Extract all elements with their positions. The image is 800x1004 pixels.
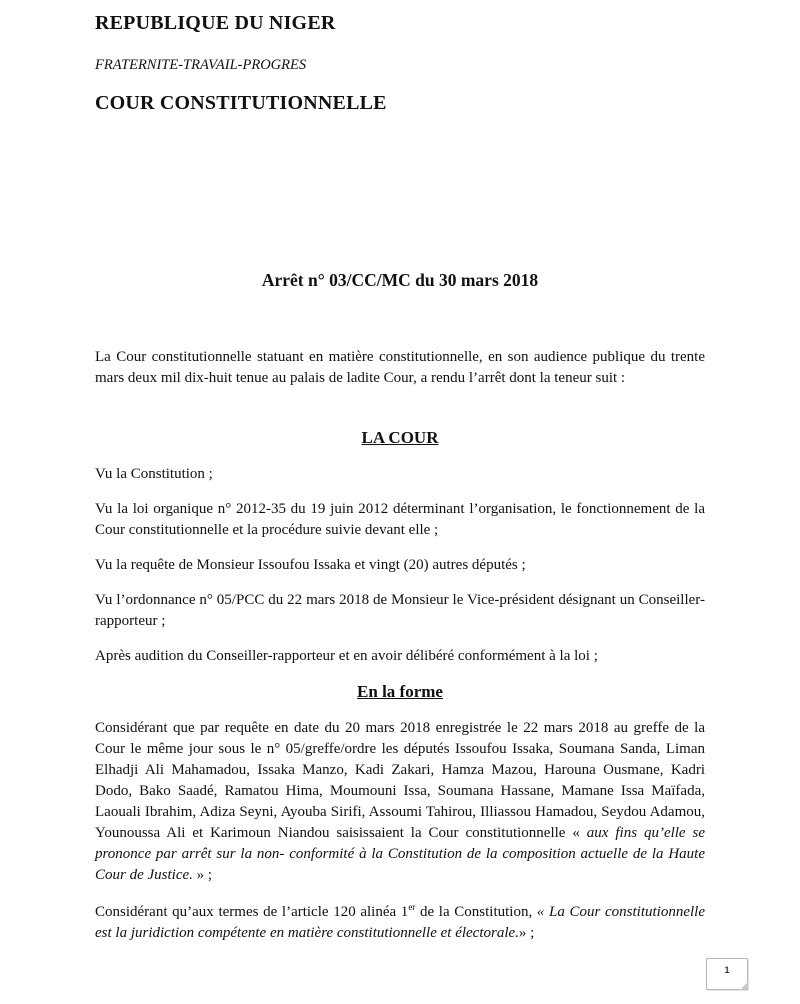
court-heading: COUR CONSTITUTIONNELLE <box>95 92 387 114</box>
decision-title: Arrêt n° 03/CC/MC du 30 mars 2018 <box>261 270 539 290</box>
forme-heading: En la forme <box>357 682 443 701</box>
page-number: 1 <box>724 965 730 975</box>
la-cour-heading: LA COUR <box>361 428 439 447</box>
visa-loi-organique: Vu la loi organique n° 2012-35 du 19 juin 2012 déterminant l’organisation, le fonctionnement de la Cour constitutionnelle et la procédure suivie devant elle ; <box>95 501 705 538</box>
considerant-article-text: Considérant qu’aux termes de l’article 120 alinéa 1 <box>95 904 409 920</box>
considerant-article-quote: « La Cour constitutionnelle est la juridiction compétente en matière constitutionnelle et électorale. <box>95 904 705 941</box>
considerant-article-text-after: de la Constitution, <box>415 904 537 920</box>
page-number-box <box>706 958 748 990</box>
intro-paragraph: La Cour constitutionnelle statuant en matière constitutionnelle, en son audience publique du trente mars deux mil dix-huit tenue au palais de ladite Cour, a rendu l’arrêt dont la teneur suit : <box>95 349 705 386</box>
considerant-saisine-end: » ; <box>192 867 213 883</box>
visa-requete: Vu la requête de Monsieur Issoufou Issaka et vingt (20) autres députés ; <box>95 557 526 573</box>
considerant-article-end: » ; <box>518 925 535 941</box>
national-motto: FRATERNITE-TRAVAIL-PROGRES <box>95 57 307 73</box>
superscript-er: er <box>408 902 416 912</box>
considerant-saisine-quote: aux fins qu’elle se prononce par arrêt sur la non- conformité à la Constitution de la composition actuelle de la Haute Cour de Justice. <box>95 825 705 883</box>
considerant-article-120 <box>95 902 705 944</box>
considerant-saisine-text: Considérant que par requête en date du 20 mars 2018 enregistrée le 22 mars 2018 au greffe de la Cour le même jour sous le n° 05/greffe/ordre les députés Issoufou Issaka, Soumana Sanda, Liman Elhadji Ali Mahamadou, Issaka Manzo, Kadi Zakari, Hamza Mazou, Harouna Ousmane, Kadri Dodo, Bako Saadé, Ramatou Hima, Moumouni Issa, Soumana Hassane, Mamane Issa Maïfada, Laouali Ibrahim, Adiza Seyni, Ayouba Sirifi, Assoumi Tahirou, Illiassou Hamadou, Seydou Adamou, Younoussa Ali et Karimoun Niandou saisissaient la Cour constitutionnelle « <box>95 720 705 841</box>
visa-audition: Après audition du Conseiller-rapporteur et en avoir délibéré conformément à la loi ; <box>95 648 598 664</box>
visa-ordonnance: Vu l’ordonnance n° 05/PCC du 22 mars 2018 de Monsieur le Vice-président désignant un Conseiller-rapporteur ; <box>95 592 705 629</box>
considerant-saisine <box>95 718 705 886</box>
page-fold-icon <box>740 982 748 990</box>
visa-constitution: Vu la Constitution ; <box>95 466 213 482</box>
country-heading: REPUBLIQUE DU NIGER <box>95 12 336 34</box>
